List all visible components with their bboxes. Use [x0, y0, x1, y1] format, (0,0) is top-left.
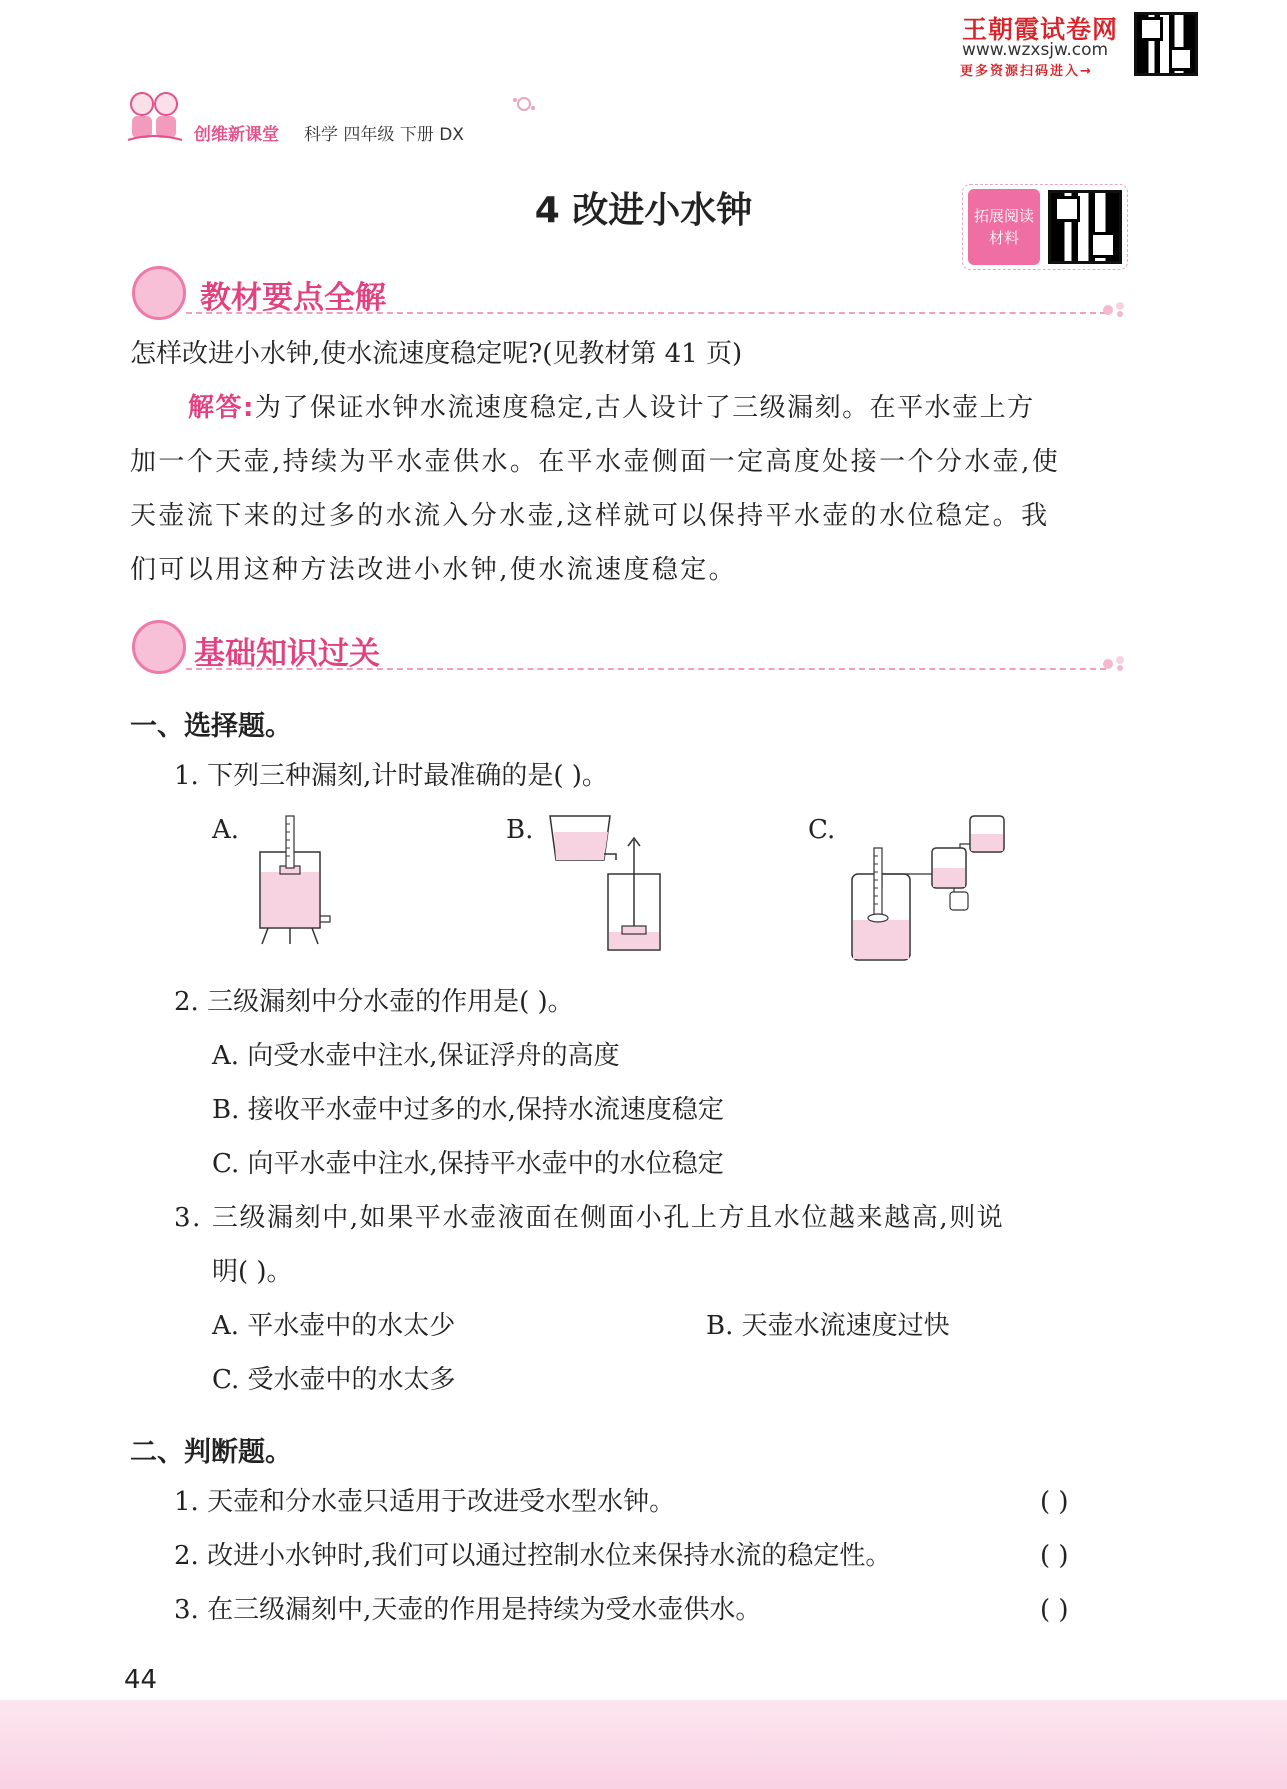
- watermark-subtitle: 更多资源扫码进入→: [960, 64, 1093, 79]
- watermark-qr-code[interactable]: [1134, 12, 1198, 76]
- question-1: 1. 下列三种漏刻,计时最准确的是( )。: [174, 761, 608, 791]
- answer-line-1: [188, 390, 1035, 426]
- question-3-line-2: 明( )。: [212, 1257, 293, 1287]
- dots-decoration-icon: [1100, 652, 1130, 672]
- answer-text-1: 为了保证水钟水流速度稳定,古人设计了三级漏刻。在平水壶上方: [254, 393, 1035, 423]
- part2-title: 二、判断题。: [130, 1437, 292, 1468]
- subject-info: 科学 四年级 下册 DX: [304, 125, 464, 145]
- judgment-2: 2. 改进小水钟时,我们可以通过控制水位来保持水流的稳定性。: [174, 1541, 892, 1571]
- answer-line-4: 们可以用这种方法改进小水钟,使水流速度稳定。: [130, 555, 738, 585]
- answer-label: 解答:: [188, 393, 255, 423]
- q1-option-a-label[interactable]: A.: [212, 815, 240, 845]
- judgment-1-bracket[interactable]: ( ): [1040, 1487, 1069, 1517]
- section2-title: 基础知识过关: [194, 636, 380, 672]
- q3-option-a[interactable]: A. 平水壶中的水太少: [212, 1311, 456, 1341]
- series-name: 创维新课堂: [194, 125, 279, 145]
- extension-label-line2: 材料: [988, 229, 1019, 247]
- page-number: 44: [124, 1665, 158, 1695]
- q2-option-b[interactable]: B. 接收平水壶中过多的水,保持水流速度稳定: [212, 1095, 724, 1125]
- water-clock-c-diagram: [846, 812, 1006, 964]
- dots-decoration-icon: [1100, 298, 1130, 318]
- answer-line-2: 加一个天壶,持续为平水壶供水。在平水壶侧面一定高度处接一个分水壶,使: [130, 447, 1061, 477]
- q2-option-a[interactable]: A. 向受水壶中注水,保证浮舟的高度: [212, 1041, 620, 1071]
- bottom-decoration-band: [0, 1700, 1287, 1789]
- lesson-title: 4 改进小水钟: [534, 190, 753, 231]
- q3-option-c[interactable]: C. 受水壶中的水太多: [212, 1365, 456, 1395]
- watermark-title: 王朝霞试卷网: [962, 15, 1119, 44]
- kids-logo-icon: [124, 88, 186, 148]
- section-mascot-icon: [132, 266, 186, 320]
- answer-line-3: 天壶流下来的过多的水流入分水壶,这样就可以保持平水壶的水位稳定。我: [130, 501, 1050, 531]
- question-3-line-1: 3. 三级漏刻中,如果平水壶液面在侧面小孔上方且水位越来越高,则说: [174, 1203, 1005, 1233]
- water-clock-b-diagram: [548, 810, 668, 954]
- section1-divider: [186, 312, 1106, 314]
- section-mascot-icon: [132, 620, 186, 674]
- q3-option-b[interactable]: B. 天壶水流速度过快: [706, 1311, 950, 1341]
- question-2: 2. 三级漏刻中分水壶的作用是( )。: [174, 987, 574, 1017]
- judgment-3-bracket[interactable]: ( ): [1040, 1595, 1069, 1625]
- judgment-2-bracket[interactable]: ( ): [1040, 1541, 1069, 1571]
- part1-title: 一、选择题。: [130, 711, 292, 742]
- section1-title: 教材要点全解: [200, 280, 386, 316]
- q1-option-b-label[interactable]: B.: [506, 815, 534, 845]
- judgment-1: 1. 天壶和分水壶只适用于改进受水型水钟。: [174, 1487, 676, 1517]
- textbook-question: 怎样改进小水钟,使水流速度稳定呢?(见教材第 41 页): [130, 339, 743, 369]
- extension-label-line1: 拓展阅读: [973, 207, 1034, 225]
- water-clock-a-diagram: [250, 812, 340, 948]
- q1-option-c-label[interactable]: C.: [808, 815, 836, 845]
- extension-reading-label[interactable]: [968, 189, 1040, 265]
- q2-option-c[interactable]: C. 向平水壶中注水,保持平水壶中的水位稳定: [212, 1149, 724, 1179]
- watermark-url[interactable]: www.wzxsjw.com: [962, 40, 1109, 60]
- flower-decoration-icon: [510, 92, 538, 116]
- section2-divider: [186, 668, 1106, 670]
- judgment-3: 3. 在三级漏刻中,天壶的作用是持续为受水壶供水。: [174, 1595, 762, 1625]
- extension-qr-code[interactable]: [1048, 190, 1122, 264]
